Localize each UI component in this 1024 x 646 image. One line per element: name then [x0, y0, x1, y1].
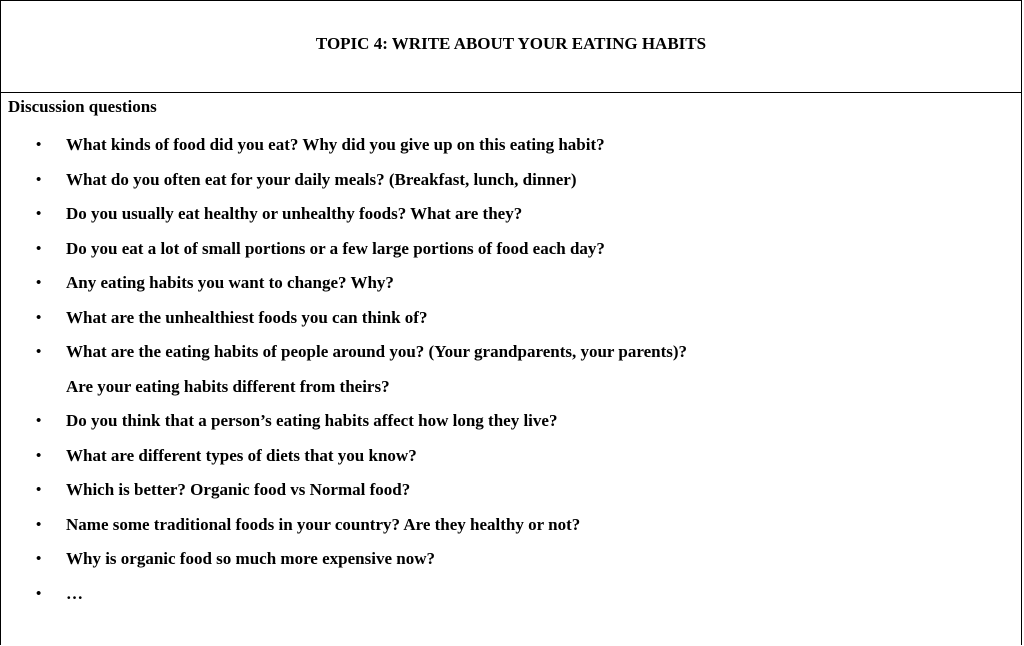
- content-cell: [1, 93, 1021, 646]
- question-text: Do you think that a person’s eating habits affect how long they live?: [66, 411, 558, 430]
- list-item: [1, 301, 1021, 336]
- question-text: What do you often eat for your daily meals? (Breakfast, lunch, dinner): [66, 169, 577, 189]
- question-text: What are different types of diets that you know?: [66, 445, 417, 465]
- list-item: [1, 266, 1021, 301]
- question-text: Name some traditional foods in your country? Are they healthy or not?: [66, 514, 581, 534]
- bullet-icon: •: [36, 516, 42, 533]
- question-text: What are the unhealthiest foods you can think of?: [66, 307, 428, 327]
- bullet-icon: •: [36, 137, 42, 153]
- question-text: Do you usually eat healthy or unhealthy foods? What are they?: [66, 204, 523, 223]
- question-text: Why is organic food so much more expensive now?: [66, 549, 435, 568]
- section-heading: Discussion questions: [8, 97, 157, 116]
- list-item: [1, 577, 1021, 612]
- bullet-icon: •: [36, 171, 42, 188]
- bullet-icon: •: [36, 344, 42, 360]
- question-continuation: Are your eating habits different from theirs?: [66, 376, 390, 396]
- list-item: [1, 439, 1021, 474]
- bullet-icon: •: [36, 447, 42, 464]
- list-item: [1, 232, 1021, 267]
- question-text: Which is better? Organic food vs Normal food?: [66, 480, 411, 499]
- bullet-icon: •: [36, 309, 42, 326]
- bullet-icon: •: [36, 275, 42, 291]
- list-item: [1, 508, 1021, 543]
- bullet-icon: •: [36, 413, 42, 429]
- question-text: Any eating habits you want to change? Why?: [66, 273, 394, 292]
- bullet-icon: •: [36, 585, 42, 602]
- bullet-icon: •: [36, 482, 42, 498]
- question-text: What are the eating habits of people around you? (Your grandparents, your parents)?: [66, 342, 688, 361]
- list-item: [1, 404, 1021, 439]
- question-text: …: [66, 583, 83, 603]
- list-item: [1, 197, 1021, 232]
- bullet-icon: •: [36, 551, 42, 567]
- question-text: Do you eat a lot of small portions or a few large portions of food each day?: [66, 238, 605, 258]
- list-item: [1, 128, 1021, 163]
- question-list: [1, 128, 1021, 611]
- list-item: [1, 473, 1021, 508]
- bullet-icon: •: [36, 240, 42, 257]
- list-item: [1, 335, 1021, 404]
- list-item: [1, 542, 1021, 577]
- bullet-icon: •: [36, 206, 42, 222]
- page-title: TOPIC 4: WRITE ABOUT YOUR EATING HABITS: [315, 34, 707, 53]
- question-text: What kinds of food did you eat? Why did you give up on this eating habit?: [66, 135, 605, 154]
- title-cell: [1, 1, 1021, 93]
- list-item: [1, 163, 1021, 198]
